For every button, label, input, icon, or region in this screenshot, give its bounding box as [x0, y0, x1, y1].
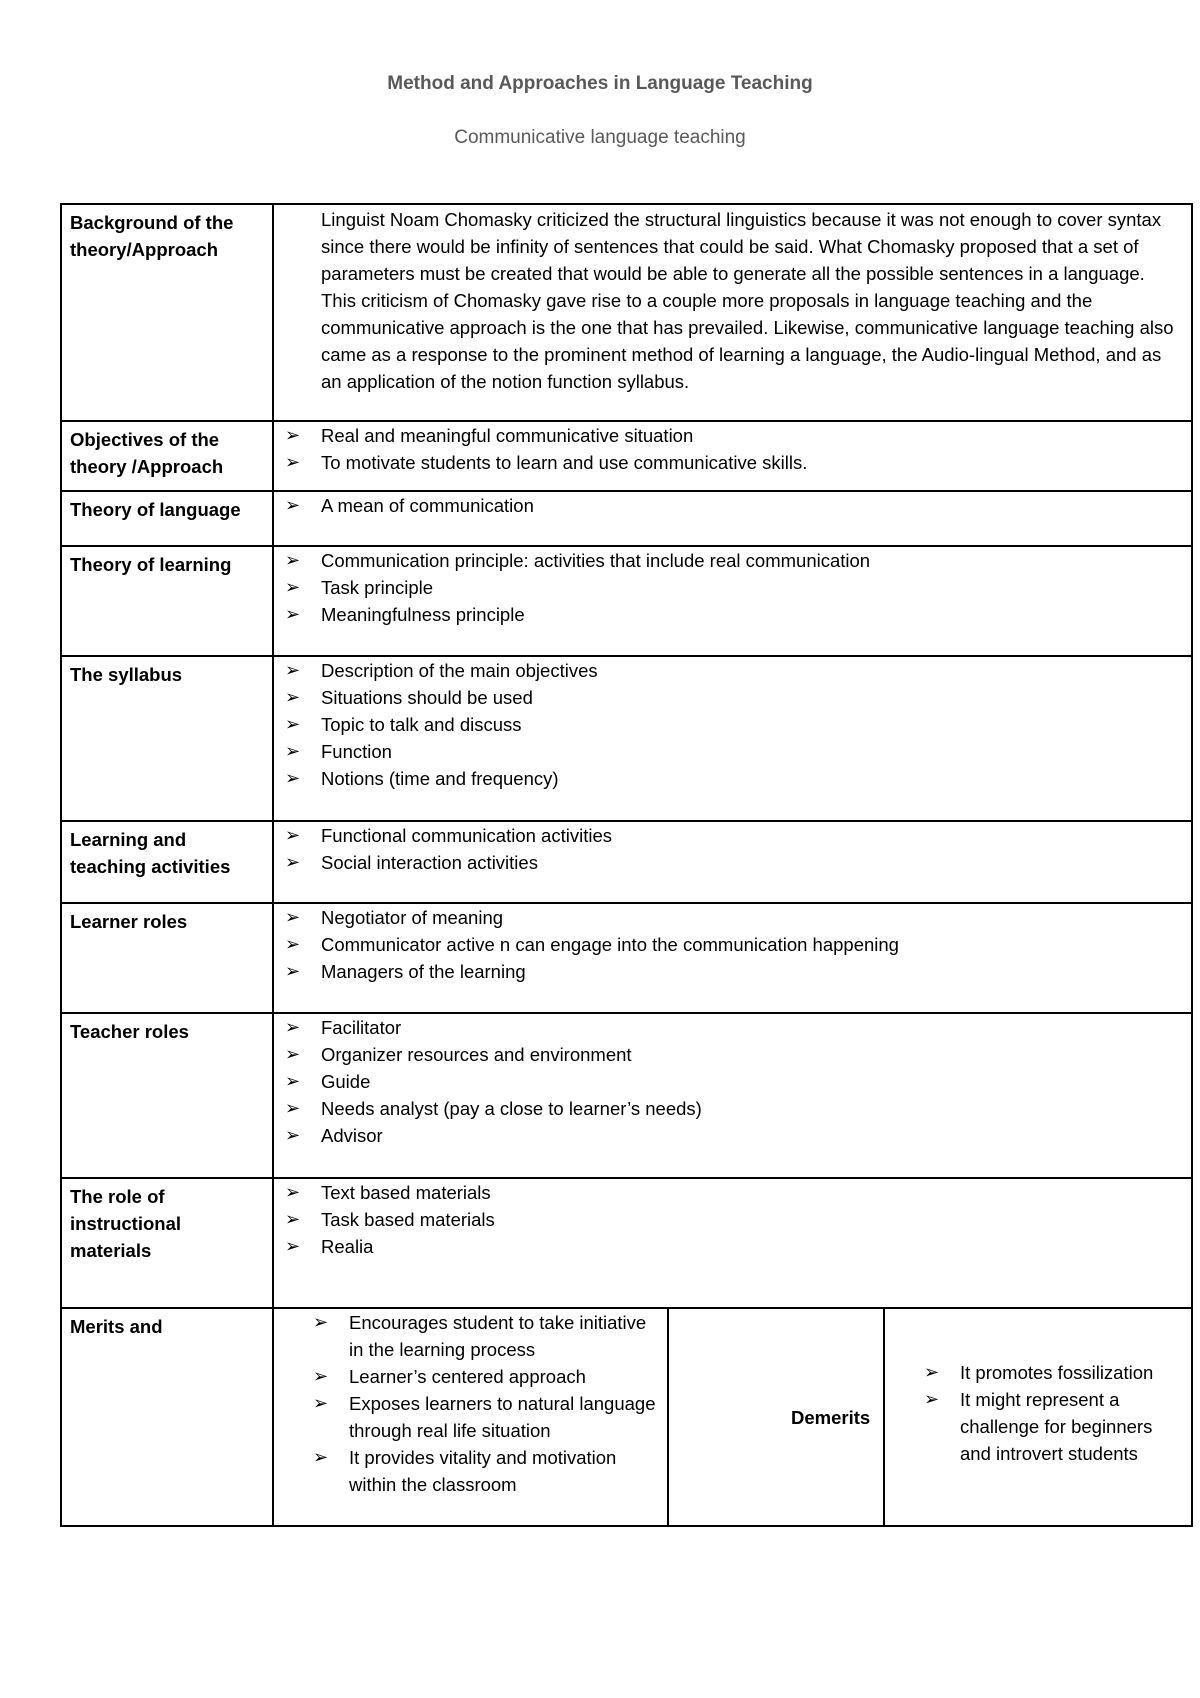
- row-label: Theory of learning: [61, 546, 273, 656]
- list-item: [285, 1095, 1181, 1122]
- merits-cell: [273, 1308, 668, 1526]
- list-item-text: Description of the main objectives: [321, 660, 598, 681]
- arrow-bullet-icon: ➢: [285, 768, 301, 788]
- arrow-bullet-icon: ➢: [285, 1236, 301, 1256]
- list-item: [924, 1359, 1185, 1386]
- list-item: [924, 1386, 1185, 1467]
- list-item: [285, 1206, 1181, 1233]
- list-item-text: Topic to talk and discuss: [321, 714, 522, 735]
- list-item: [285, 601, 1181, 628]
- background-text: Linguist Noam Chomasky criticized the structural linguistics because it was not enough to cover syntax since there would be infinity of sentences that could be said. What Chomasky proposed that a set of parameters must be created that would be able to generate all the possible sentences in a language. This criticism of Chomasky gave rise to a couple more proposals in language teaching and the communicative approach is the one that has prevailed. Likewise, communicative language teaching also came as a response to the prominent method of learning a language, the Audio-lingual Method, and as an application of the notion function syllabus.: [273, 204, 1192, 421]
- list-item: [313, 1363, 657, 1390]
- list-item-text: Managers of the learning: [321, 961, 526, 982]
- row-syllabus: [61, 656, 1192, 821]
- bullet-list: [285, 422, 1181, 476]
- list-item: [285, 904, 1181, 931]
- row-label: Learning and teaching activities: [61, 821, 273, 903]
- bullet-list: [285, 492, 1181, 519]
- bullet-list: [285, 657, 1181, 792]
- list-item: [285, 1041, 1181, 1068]
- list-item: [285, 958, 1181, 985]
- arrow-bullet-icon: ➢: [285, 687, 301, 707]
- arrow-bullet-icon: ➢: [285, 660, 301, 680]
- row-label: Background of the theory/Approach: [61, 204, 273, 421]
- list-item-text: It promotes fossilization: [960, 1362, 1154, 1383]
- method-table: [60, 203, 1193, 1527]
- arrow-bullet-icon: ➢: [924, 1362, 940, 1382]
- arrow-bullet-icon: ➢: [313, 1393, 329, 1413]
- list-item: [285, 849, 1181, 876]
- arrow-bullet-icon: ➢: [285, 1044, 301, 1064]
- bullet-list: [285, 1014, 1181, 1149]
- arrow-bullet-icon: ➢: [285, 907, 301, 927]
- list-item-text: Functional communication activities: [321, 825, 612, 846]
- arrow-bullet-icon: ➢: [285, 1098, 301, 1118]
- list-item-text: Function: [321, 741, 392, 762]
- list-item-text: Task principle: [321, 577, 434, 598]
- list-item: [285, 657, 1181, 684]
- row-content: [273, 821, 1192, 903]
- list-item-text: Realia: [321, 1236, 374, 1257]
- list-item-text: It might represent a challenge for beginners and introvert students: [960, 1389, 1153, 1464]
- arrow-bullet-icon: ➢: [313, 1366, 329, 1386]
- row-content: [273, 903, 1192, 1013]
- list-item: [285, 1233, 1181, 1260]
- row-activities: [61, 821, 1192, 903]
- row-content: [273, 491, 1192, 546]
- arrow-bullet-icon: ➢: [924, 1389, 940, 1409]
- list-item-text: Notions (time and frequency): [321, 768, 559, 789]
- row-content: [273, 1178, 1192, 1308]
- list-item: [285, 931, 1181, 958]
- list-item-text: Social interaction activities: [321, 852, 538, 873]
- arrow-bullet-icon: ➢: [285, 1017, 301, 1037]
- row-label: Teacher roles: [61, 1013, 273, 1178]
- list-item-text: To motivate students to learn and use communicative skills.: [321, 452, 808, 473]
- row-content: [273, 1013, 1192, 1178]
- list-item-text: Situations should be used: [321, 687, 533, 708]
- row-background: [61, 204, 1192, 421]
- arrow-bullet-icon: ➢: [285, 577, 301, 597]
- row-teacher-roles: [61, 1013, 1192, 1178]
- row-label: Theory of language: [61, 491, 273, 546]
- row-merits: [61, 1308, 1192, 1526]
- list-item-text: Negotiator of meaning: [321, 907, 504, 928]
- list-item-text: Learner’s centered approach: [349, 1366, 586, 1387]
- page-title: Method and Approaches in Language Teaching: [387, 73, 813, 94]
- list-item-text: Guide: [321, 1071, 371, 1092]
- row-theory-language: [61, 491, 1192, 546]
- list-item: [285, 684, 1181, 711]
- list-item-text: Encourages student to take initiative in the learning process: [349, 1312, 647, 1360]
- list-item: [313, 1444, 657, 1498]
- arrow-bullet-icon: ➢: [285, 825, 301, 845]
- row-label: The syllabus: [61, 656, 273, 821]
- list-item-text: Facilitator: [321, 1017, 402, 1038]
- list-item-text: Exposes learners to natural language through real life situation: [349, 1393, 656, 1441]
- list-item: [285, 1014, 1181, 1041]
- list-item: [285, 422, 1181, 449]
- arrow-bullet-icon: ➢: [285, 604, 301, 624]
- row-label: The role of instructional materials: [61, 1178, 273, 1308]
- arrow-bullet-icon: ➢: [285, 1209, 301, 1229]
- bullet-list: [285, 822, 1181, 876]
- list-item: [313, 1309, 657, 1363]
- list-item: [285, 547, 1181, 574]
- list-item-text: Meaningfulness principle: [321, 604, 525, 625]
- list-item: [285, 738, 1181, 765]
- list-item-text: It provides vitality and motivation within the classroom: [349, 1447, 617, 1495]
- list-item-text: Real and meaningful communicative situation: [321, 425, 694, 446]
- list-item: [285, 492, 1181, 519]
- list-item-text: A mean of communication: [321, 495, 534, 516]
- arrow-bullet-icon: ➢: [285, 452, 301, 472]
- list-item: [285, 822, 1181, 849]
- list-item-text: Communicator active n can engage into the communication happening: [321, 934, 899, 955]
- row-label: Merits and: [61, 1308, 273, 1526]
- row-learner-roles: [61, 903, 1192, 1013]
- arrow-bullet-icon: ➢: [285, 741, 301, 761]
- row-theory-learning: [61, 546, 1192, 656]
- bullet-list: [285, 904, 1181, 985]
- arrow-bullet-icon: ➢: [285, 934, 301, 954]
- arrow-bullet-icon: ➢: [285, 961, 301, 981]
- row-content: [273, 421, 1192, 491]
- row-content: [273, 546, 1192, 656]
- list-item: [285, 1122, 1181, 1149]
- arrow-bullet-icon: ➢: [285, 1182, 301, 1202]
- demerits-label: Demerits: [668, 1308, 884, 1526]
- row-label: Learner roles: [61, 903, 273, 1013]
- list-item-text: Task based materials: [321, 1209, 495, 1230]
- list-item: [285, 765, 1181, 792]
- bullet-list: [313, 1309, 657, 1498]
- row-content: [273, 656, 1192, 821]
- arrow-bullet-icon: ➢: [285, 852, 301, 872]
- list-item-text: Communication principle: activities that include real communication: [321, 550, 871, 571]
- list-item: [313, 1390, 657, 1444]
- bullet-list: [285, 547, 1181, 628]
- row-label: Objectives of the theory /Approach: [61, 421, 273, 491]
- bullet-list: [285, 1179, 1181, 1260]
- bullet-list: [924, 1359, 1185, 1467]
- row-objectives: [61, 421, 1192, 491]
- arrow-bullet-icon: ➢: [285, 495, 301, 515]
- list-item: [285, 1179, 1181, 1206]
- list-item: [285, 574, 1181, 601]
- arrow-bullet-icon: ➢: [285, 1071, 301, 1091]
- list-item-text: Advisor: [321, 1125, 383, 1146]
- demerits-cell: [884, 1308, 1192, 1526]
- page-subtitle: Communicative language teaching: [454, 127, 746, 148]
- row-materials: [61, 1178, 1192, 1308]
- arrow-bullet-icon: ➢: [285, 425, 301, 445]
- arrow-bullet-icon: ➢: [313, 1447, 329, 1467]
- arrow-bullet-icon: ➢: [285, 714, 301, 734]
- list-item: [285, 1068, 1181, 1095]
- arrow-bullet-icon: ➢: [285, 1125, 301, 1145]
- list-item-text: Text based materials: [321, 1182, 491, 1203]
- list-item-text: Needs analyst (pay a close to learner’s needs): [321, 1098, 702, 1119]
- list-item-text: Organizer resources and environment: [321, 1044, 632, 1065]
- arrow-bullet-icon: ➢: [313, 1312, 329, 1332]
- list-item: [285, 711, 1181, 738]
- list-item: [285, 449, 1181, 476]
- arrow-bullet-icon: ➢: [285, 550, 301, 570]
